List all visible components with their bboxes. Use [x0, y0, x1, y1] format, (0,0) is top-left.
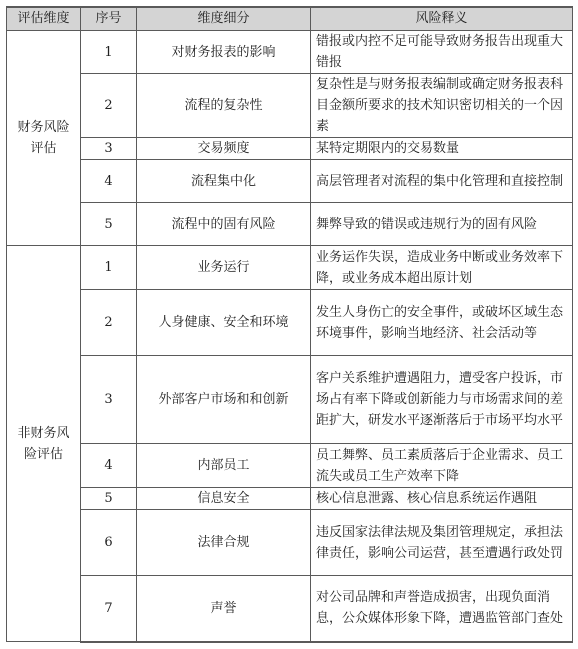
- table-row: [7, 488, 573, 510]
- dimension-cell: 外部客户市场和和创新: [137, 356, 311, 444]
- dimension-cell: 流程的复杂性: [137, 74, 311, 138]
- description-cell: 核心信息泄露、核心信息系统运作遇阻: [311, 488, 573, 510]
- dimension-cell: 声誉: [137, 576, 311, 642]
- row-number: 7: [81, 576, 137, 642]
- table-row: [7, 74, 573, 138]
- row-number: 4: [81, 444, 137, 488]
- row-number: 3: [81, 356, 137, 444]
- dimension-cell: 交易频度: [137, 138, 311, 160]
- category-label: 非财务风险评估: [17, 425, 70, 462]
- description-cell: 对公司品牌和声誉造成损害，出现负面消息，公众媒体形象下降，遭遇监管部门查处: [311, 576, 573, 642]
- description-cell: 客户关系维护遭遇阻力，遭受客户投诉，市场占有率下降或创新能力与市场需求间的差距扩大，研发水平逐渐落后于市场平均水平: [311, 356, 573, 444]
- description-cell: 错报或内控不足可能导致财务报告出现重大错报: [311, 31, 573, 74]
- row-number: 2: [81, 74, 137, 138]
- table-row: [7, 444, 573, 488]
- table-row: [7, 138, 573, 160]
- header-description: 风险释义: [311, 7, 573, 31]
- description-cell: 发生人身伤亡的安全事件，或破坏区域生态环境事件，影响当地经济、社会活动等: [311, 290, 573, 356]
- description-cell: 某特定期限内的交易数量: [311, 138, 573, 160]
- table-row: [7, 290, 573, 356]
- dimension-cell: 法律合规: [137, 510, 311, 576]
- row-number: 1: [81, 246, 137, 290]
- header-number: 序号: [81, 7, 137, 31]
- dimension-cell: 内部员工: [137, 444, 311, 488]
- header-row: [7, 7, 573, 31]
- category-label: 财务风险评估: [17, 120, 70, 156]
- category-cell: [7, 31, 81, 246]
- table-row: [7, 203, 573, 246]
- row-number: 5: [81, 488, 137, 510]
- description-cell: 复杂性是与财务报表编制或确定财务报表科目金额所要求的技术知识密切相关的一个因素: [311, 74, 573, 138]
- dimension-cell: 对财务报表的影响: [137, 31, 311, 74]
- dimension-cell: 人身健康、安全和环境: [137, 290, 311, 356]
- description-cell: 舞弊导致的错误或违规行为的固有风险: [311, 203, 573, 246]
- row-number: 5: [81, 203, 137, 246]
- table-row: [7, 246, 573, 290]
- category-cell: [7, 246, 81, 642]
- description-cell: 违反国家法律法规及集团管理规定，承担法律责任，影响公司运营，甚至遭遇行政处罚: [311, 510, 573, 576]
- description-cell: 业务运作失误，造成业务中断或业务效率下降，或业务成本超出原计划: [311, 246, 573, 290]
- dimension-cell: 流程中的固有风险: [137, 203, 311, 246]
- table-row: [7, 510, 573, 576]
- table-row: [7, 160, 573, 203]
- description-cell: 员工舞弊、员工素质落后于企业需求、员工流失或员工生产效率下降: [311, 444, 573, 488]
- risk-assessment-table: [6, 6, 573, 643]
- row-number: 6: [81, 510, 137, 576]
- dimension-cell: 流程集中化: [137, 160, 311, 203]
- row-number: 3: [81, 138, 137, 160]
- dimension-cell: 业务运行: [137, 246, 311, 290]
- row-number: 1: [81, 31, 137, 74]
- dimension-cell: 信息安全: [137, 488, 311, 510]
- description-cell: 高层管理者对流程的集中化管理和直接控制: [311, 160, 573, 203]
- header-category: 评估维度: [7, 7, 81, 31]
- table-row: [7, 31, 573, 74]
- table-row: [7, 576, 573, 642]
- row-number: 4: [81, 160, 137, 203]
- row-number: 2: [81, 290, 137, 356]
- header-dimension: 维度细分: [137, 7, 311, 31]
- table-row: [7, 356, 573, 444]
